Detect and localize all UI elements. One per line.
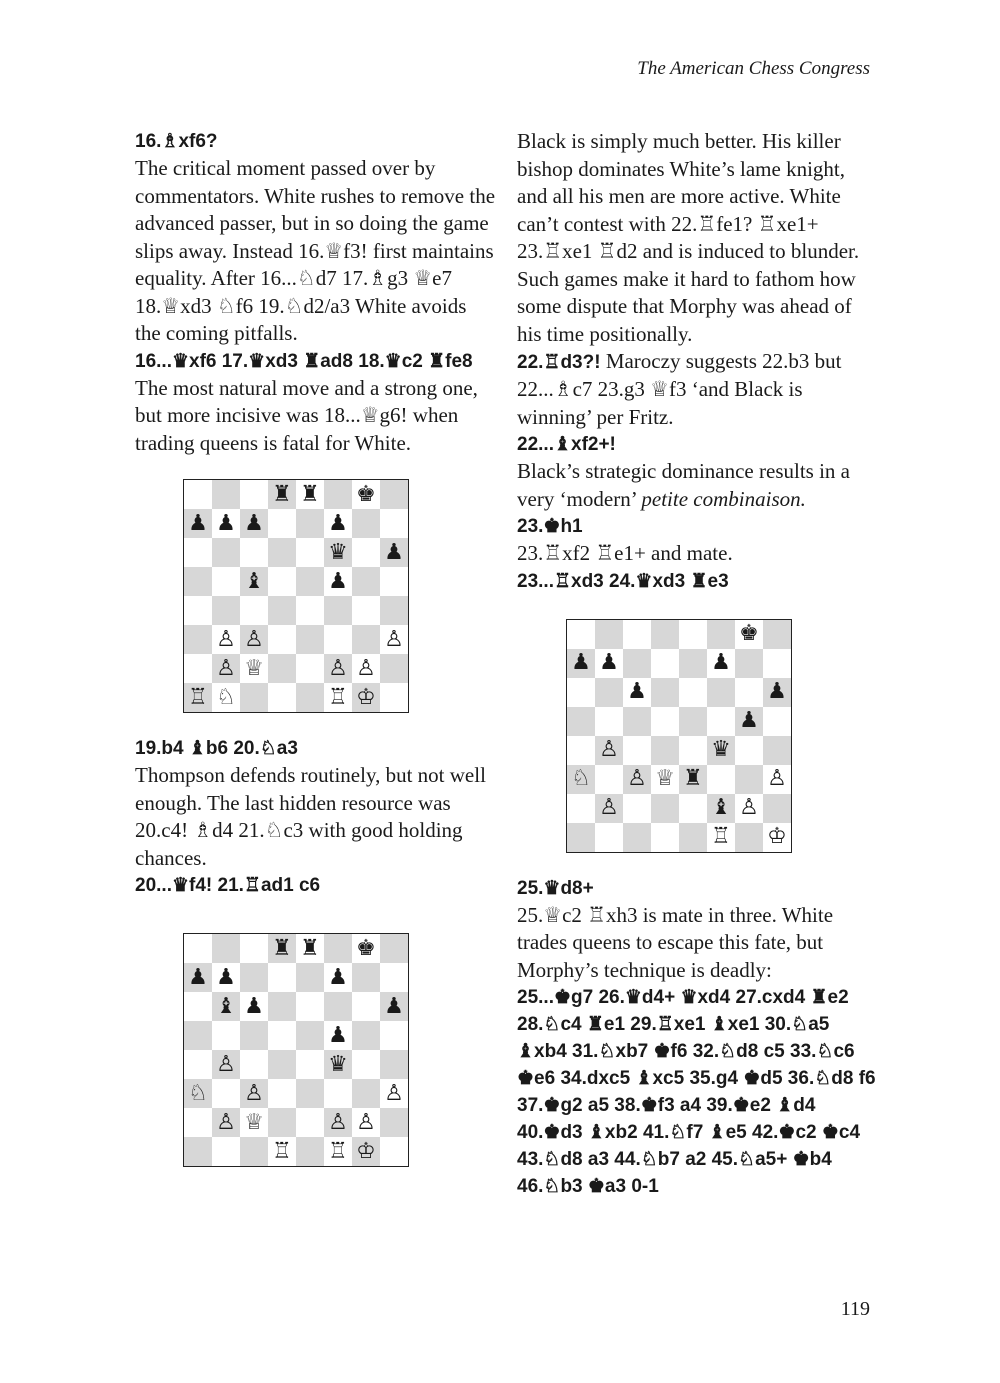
board-square [651,649,679,678]
board-square [595,620,623,649]
board-square [352,992,380,1021]
board-square [763,649,791,678]
chess-piece: ♖ [324,683,352,712]
board-square [212,934,240,963]
chess-piece: ♝ [707,794,735,823]
board-square [623,649,651,678]
diagram-after-21 [183,933,409,1167]
board-square [679,707,707,736]
move-line: 22...♝xf2+! [517,434,616,455]
chess-piece: ♟ [707,649,735,678]
board-square [184,654,212,683]
board-square [651,794,679,823]
chess-piece: ♙ [212,654,240,683]
board-square [763,620,791,649]
board-square [184,992,212,1021]
board-square [324,1079,352,1108]
board-square [324,625,352,654]
move-line: 20...♛f4! 21.♖ad1 c6 [135,875,321,896]
chess-piece: ♔ [352,683,380,712]
chess-piece: ♟ [380,538,408,567]
chess-piece: ♙ [352,654,380,683]
board-square [240,1137,268,1166]
board-square [240,963,268,992]
board-square [268,683,296,712]
board-square [240,934,268,963]
commentary: 23.♖xf2 ♖e1+ and mate. [517,541,733,565]
board-square [212,596,240,625]
chess-piece: ♙ [623,765,651,794]
board-square [567,620,595,649]
chess-piece: ♜ [679,765,707,794]
board-square [268,1108,296,1137]
board-square [184,1108,212,1137]
board-square [240,1050,268,1079]
board-square [380,567,408,596]
commentary: The most natural move and a strong one, but more incisive was 18...♕g6! when trading queens is fatal for White. [135,375,478,455]
board-square [651,707,679,736]
move-line: 22.♖d3?! [517,352,601,373]
chess-piece: ♜ [268,934,296,963]
board-square [707,765,735,794]
chess-piece: ♕ [651,765,679,794]
page-number: 119 [840,1298,870,1320]
board-square [623,736,651,765]
board-square [324,992,352,1021]
board-square [296,992,324,1021]
chess-piece: ♟ [763,678,791,707]
chess-piece: ♙ [212,1108,240,1137]
board-square [352,1079,380,1108]
board-square [296,1050,324,1079]
italic-phrase: petite combinaison. [641,486,806,511]
move-line: 16.♗xf6? [135,131,218,152]
move-line: 23...♖xd3 24.♛xd3 ♜e3 [517,570,729,592]
commentary: 25.♕c2 ♖xh3 is mate in three. White trades queens to escape this fate, but Morphy’s technique is deadly: [517,902,834,982]
board-square [240,538,268,567]
board-square [679,678,707,707]
chess-piece: ♟ [212,509,240,538]
board-square [352,625,380,654]
chess-piece: ♟ [324,1021,352,1050]
chess-piece: ♙ [240,1079,268,1108]
board-square [679,649,707,678]
board-square [240,683,268,712]
commentary: Thompson defends routinely, but not well enough. The last hidden resource was 20.c4! ♗d4 21.♘c3 with good holding chances. [135,763,486,870]
board-square [184,1021,212,1050]
board-square [240,596,268,625]
chess-piece: ♙ [212,625,240,654]
board-square [296,1108,324,1137]
board-square [184,538,212,567]
chess-piece: ♙ [380,625,408,654]
board-square [380,596,408,625]
chess-piece: ♙ [763,765,791,794]
move-line: 25.♛d8+ [517,877,594,899]
board-square [212,480,240,509]
board-square [324,934,352,963]
board-square [268,654,296,683]
chess-piece: ♛ [324,538,352,567]
board-square [380,963,408,992]
board-square [567,823,595,852]
move-line: 23.♚h1 [517,516,583,537]
board-square [240,1021,268,1050]
board-square [679,823,707,852]
left-column [135,128,495,1167]
board-square [268,596,296,625]
board-square [735,736,763,765]
board-square [352,538,380,567]
board-square [735,649,763,678]
board-square [296,1137,324,1166]
chess-piece: ♟ [240,509,268,538]
chess-piece: ♙ [352,1108,380,1137]
chess-piece: ♟ [212,963,240,992]
board-square [212,1079,240,1108]
board-square [296,1021,324,1050]
board-square [296,654,324,683]
board-square [707,707,735,736]
board-square [352,596,380,625]
board-square [212,1021,240,1050]
chess-piece: ♟ [324,567,352,596]
commentary: The critical moment passed over by commentators. White rushes to remove the advanced passer, but in so doing the game slips away. Instead 16.♕f3! first maintains equality. After 16...♘d7 17.♗g3 ♕e7 18.♕xd3 ♘f6 19.♘d2/a3 White avoids the coming pitfalls. [135,156,496,345]
chess-piece: ♛ [324,1050,352,1079]
chess-piece: ♚ [735,620,763,649]
board-square [184,1050,212,1079]
board-square [296,538,324,567]
board-square [352,567,380,596]
board-square [380,934,408,963]
chess-piece: ♕ [240,654,268,683]
board-square [268,1079,296,1108]
chess-piece: ♙ [735,794,763,823]
board-square [679,794,707,823]
board-square [184,567,212,596]
board-square [735,823,763,852]
chess-piece: ♕ [240,1108,268,1137]
board-square [735,765,763,794]
board-square [184,596,212,625]
board-square [595,707,623,736]
board-square [184,934,212,963]
board-square [212,538,240,567]
board-square [651,678,679,707]
diagram-after-24 [566,619,792,853]
board-square [380,1137,408,1166]
board-square [212,567,240,596]
board-square [380,683,408,712]
running-header: The American Chess Congress [637,58,870,79]
board-square [352,1050,380,1079]
chess-piece: ♜ [296,480,324,509]
board-square [651,620,679,649]
board-square [567,794,595,823]
chess-piece: ♔ [352,1137,380,1166]
chess-piece: ♟ [184,963,212,992]
board-square [268,509,296,538]
chess-piece: ♜ [296,934,324,963]
chess-piece: ♟ [735,707,763,736]
chess-piece: ♜ [268,480,296,509]
board-square [240,480,268,509]
commentary: Black’s strategic dominance results in a very ‘modern’ petite combinaison. [517,459,850,511]
diagram-after-18 [183,479,409,713]
chess-piece: ♙ [380,1079,408,1108]
board-square [296,963,324,992]
commentary: Maroczy suggests 22.b3 but 22...♗c7 23.g3 ♕f3 ‘and Black is winning’ per Fritz. [517,349,842,429]
board-square [212,1137,240,1166]
chess-piece: ♟ [623,678,651,707]
board-square [595,823,623,852]
board-square [380,654,408,683]
board-square [651,823,679,852]
board-square [352,509,380,538]
chess-piece: ♟ [595,649,623,678]
move-commentary [517,348,877,431]
board-square [679,736,707,765]
chess-piece: ♘ [567,765,595,794]
chess-piece: ♙ [324,654,352,683]
board-square [763,707,791,736]
move-line: 16...♛xf6 17.♛xd3 ♜ad8 18.♛c2 ♜fe8 [135,350,473,372]
board-square [380,1108,408,1137]
chess-piece: ♟ [567,649,595,678]
board-square [268,538,296,567]
chess-piece: ♖ [707,823,735,852]
chess-piece: ♙ [595,736,623,765]
board-square [567,707,595,736]
chess-piece: ♖ [324,1137,352,1166]
right-column [517,128,877,1200]
board-square [623,823,651,852]
board-square [296,567,324,596]
commentary: Black is simply much better. His killer bishop dominates White’s lame knight, and all his men are more active. White can’t contest with 22.♖fe1? ♖xe1+ 23.♖xe1 ♖d2 and is induced to blunder. Such games make it hard to fathom how some dispute that Morphy was ahead of his time positionally. [517,129,860,346]
move-line: 25...♚g7 26.♛d4+ ♛xd4 27.cxd4 ♜e2 28.♘c4 ♜e1 29.♖xe1 ♝xe1 30.♘a5 ♝xb4 31.♘xb7 ♚f6 32.♘d8 c5 33.♘c6 ♚e6 34.dxc5 ♝xc5 35.g4 ♚d5 36.♘d8 f6 37.♚g2 a5 38.♚f3 a4 39.♚e2 ♝d4 40.♚d3 ♝xb2 41.♘f7 ♝e5 42.♚c2 ♚c4 43.♘d8 a3 44.♘b7 a2 45.♘a5+ ♚b4 46.♘b3 ♚a3 0-1 [517,987,876,1197]
board-square [184,480,212,509]
board-square [763,794,791,823]
board-square [296,683,324,712]
board-square [623,794,651,823]
chess-piece: ♚ [352,480,380,509]
chess-piece: ♙ [212,1050,240,1079]
chess-piece: ♝ [212,992,240,1021]
board-square [324,480,352,509]
chess-piece: ♟ [184,509,212,538]
chess-piece: ♘ [184,1079,212,1108]
board-square [324,596,352,625]
board-square [707,678,735,707]
chess-piece: ♟ [380,992,408,1021]
chess-piece: ♚ [352,934,380,963]
board-square [296,625,324,654]
board-square [352,963,380,992]
board-square [595,765,623,794]
chess-piece: ♖ [184,683,212,712]
board-square [380,509,408,538]
board-square [707,620,735,649]
chess-piece: ♘ [212,683,240,712]
board-square [184,625,212,654]
board-square [184,1137,212,1166]
chess-piece: ♖ [268,1137,296,1166]
board-square [296,509,324,538]
board-square [567,678,595,707]
board-square [268,567,296,596]
board-square [763,736,791,765]
board-square [735,678,763,707]
chess-piece: ♟ [240,992,268,1021]
chess-piece: ♛ [707,736,735,765]
board-square [268,1050,296,1079]
board-square [623,707,651,736]
board-square [268,963,296,992]
chess-piece: ♙ [595,794,623,823]
chess-piece: ♙ [240,625,268,654]
board-square [268,625,296,654]
chess-piece: ♔ [763,823,791,852]
move-line: 19.b4 ♝b6 20.♘a3 [135,738,298,759]
board-square [623,620,651,649]
board-square [268,992,296,1021]
board-square [651,736,679,765]
board-square [296,596,324,625]
board-square [296,1079,324,1108]
board-square [679,620,707,649]
board-square [595,678,623,707]
board-square [380,480,408,509]
chess-piece: ♙ [324,1108,352,1137]
board-square [380,1050,408,1079]
chess-piece: ♟ [324,963,352,992]
board-square [567,736,595,765]
chess-piece: ♝ [240,567,268,596]
chess-piece: ♟ [324,509,352,538]
board-square [352,1021,380,1050]
board-square [268,1021,296,1050]
board-square [380,1021,408,1050]
